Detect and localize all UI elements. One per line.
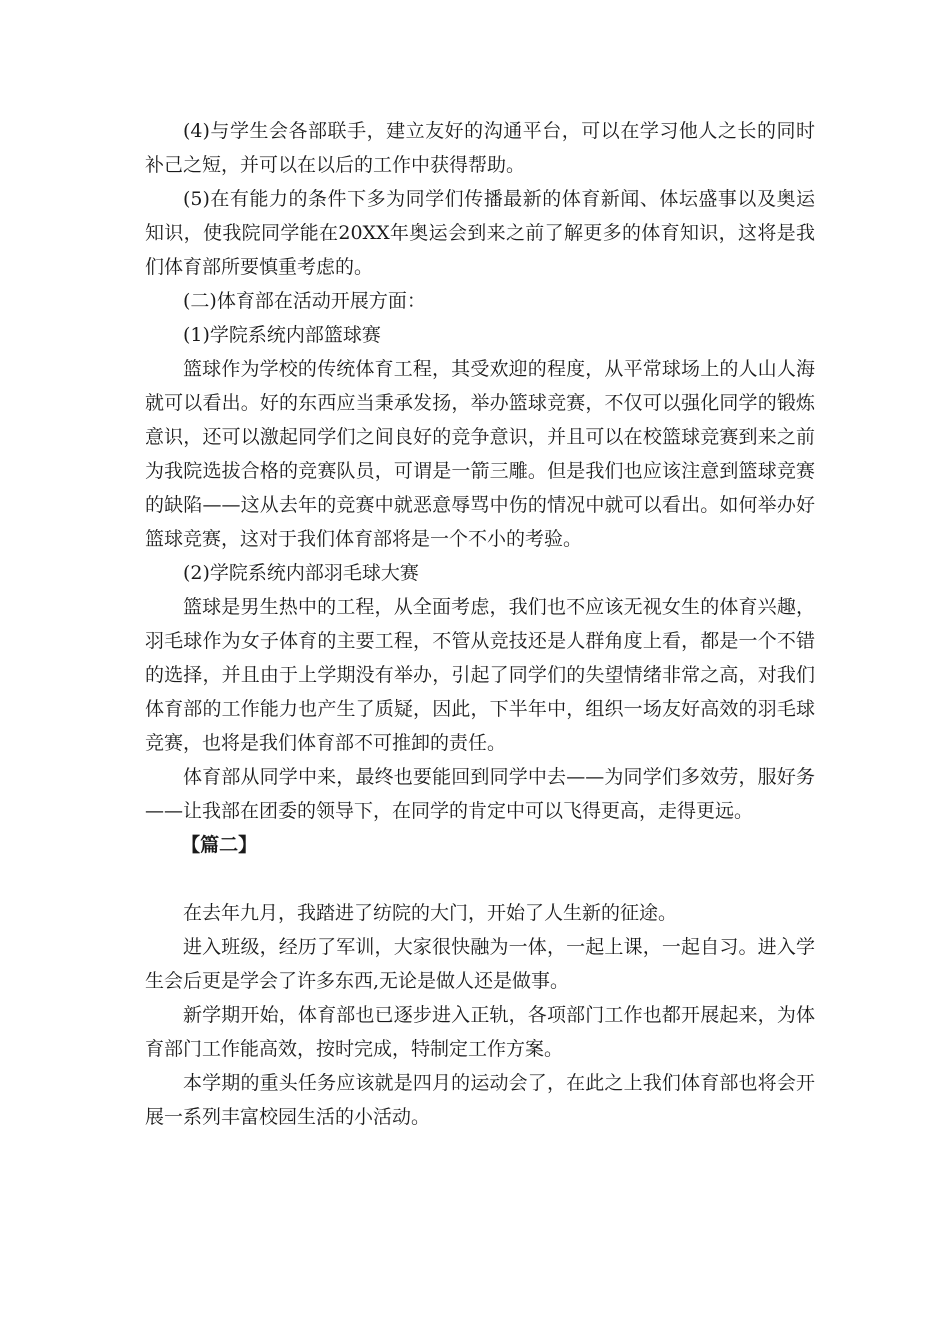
subheading-basketball: (1)学院系统内部篮球赛 (183, 324, 381, 346)
paragraph-new-term: 新学期开始，体育部也已逐步进入正轨，各项部门工作也都开展起来，为体育部门工作能高效，按时完成，特制定工作方案。 (145, 1004, 815, 1060)
paragraph-closing: 体育部从同学中来，最终也要能回到同学中去——为同学们多效劳，服好务——让我部在团委的领导下，在同学的肯定中可以飞得更高，走得更远。 (145, 766, 815, 822)
paragraph-basketball: 篮球作为学校的传统体育工程，其受欢迎的程度，从平常球场上的人山人海就可以看出。好的东西应当秉承发扬，举办篮球竞赛，不仅可以强化同学的锻炼意识，还可以激起同学们之间良好的竞争意识，并且可以在校篮球竞赛到来之前为我院选拔合格的竞赛队员，可谓是一箭三雕。但是我们也应该注意到篮球竞赛的缺陷——这从去年的竞赛中就恶意辱骂中伤的情况中就可以看出。如何举办好篮球竞赛，这对于我们体育部将是一个不小的考验。 (145, 358, 815, 550)
section-heading-activities: (二)体育部在活动开展方面： (183, 290, 426, 312)
document-body (145, 114, 815, 1134)
section-tag: 【篇二】 (181, 834, 258, 856)
paragraph-intro: 在去年九月，我踏进了纺院的大门，开始了人生新的征途。 (183, 902, 678, 924)
blank-line (145, 862, 815, 896)
paragraph-item-4: (4)与学生会各部联手，建立友好的沟通平台，可以在学习他人之长的同时补己之短，并可以在以后的工作中获得帮助。 (145, 120, 815, 176)
paragraph-badminton: 篮球是男生热中的工程，从全面考虑，我们也不应该无视女生的体育兴趣，羽毛球作为女子体育的主要工程，不管从竞技还是人群角度上看，都是一个不错的选择，并且由于上学期没有举办，引起了同学们的失望情绪非常之高，对我们体育部的工作能力也产生了质疑，因此，下半年中，组织一场友好高效的羽毛球竞赛，也将是我们体育部不可推卸的责任。 (145, 596, 815, 754)
paragraph-item-5: (5)在有能力的条件下多为同学们传播最新的体育新闻、体坛盛事以及奥运知识，使我院同学能在20XX年奥运会到来之前了解更多的体育知识，这将是我们体育部所要慎重考虑的。 (145, 188, 815, 278)
paragraph-sports-meet: 本学期的重头任务应该就是四月的运动会了，在此之上我们体育部也将会开展一系列丰富校园生活的小活动。 (145, 1072, 815, 1128)
subheading-badminton: (2)学院系统内部羽毛球大赛 (183, 562, 419, 584)
paragraph-class: 进入班级，经历了军训，大家很快融为一体，一起上课，一起自习。进入学生会后更是学会了许多东西,无论是做人还是做事。 (145, 936, 815, 992)
